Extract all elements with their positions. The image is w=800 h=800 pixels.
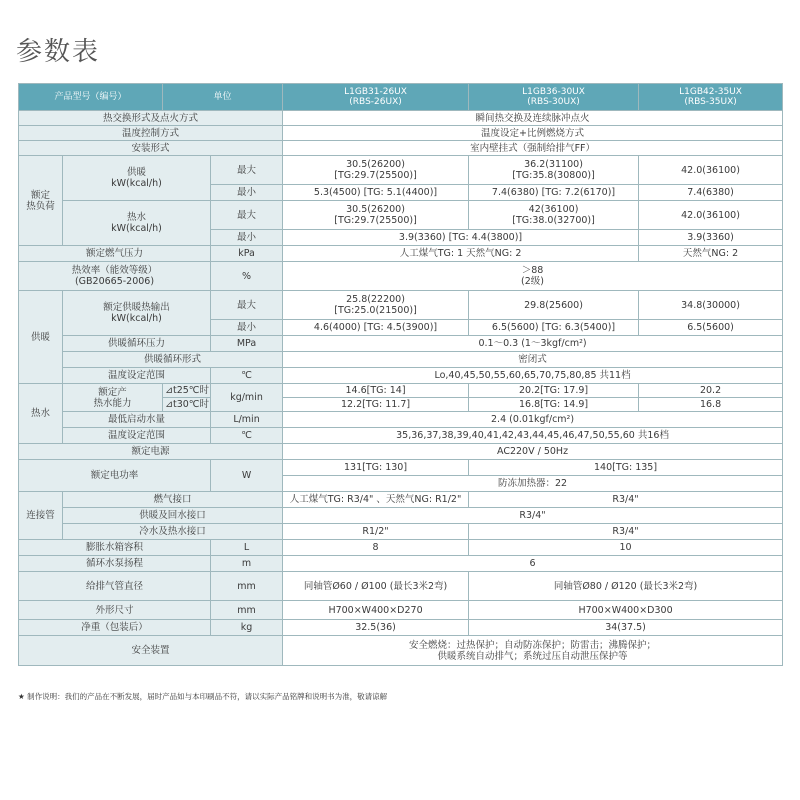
- dimensions-unit: mm: [211, 601, 283, 620]
- hot-water-capacity-label: 额定产 热水能力: [63, 384, 163, 412]
- hw-30-1: 12.2[TG: 11.7]: [283, 398, 469, 412]
- efficiency-value: ＞88 (2级): [283, 262, 783, 291]
- heat-exchange-value: 瞬间热交换及连续脉冲点火: [283, 111, 783, 126]
- table-row: [19, 524, 783, 540]
- table-row: [19, 262, 783, 291]
- table-row: [19, 636, 783, 666]
- hot-water-temp-value: 35,36,37,38,39,40,41,42,43,44,45,46,47,50,55,60 共16档: [283, 428, 783, 444]
- install-value: 室内壁挂式（强制给排气FF）: [283, 141, 783, 156]
- table-row: [19, 412, 783, 428]
- table-row: [19, 126, 783, 141]
- heating-out-min-3: 6.5(5600): [639, 320, 783, 336]
- gas-inlet-23: R3/4": [469, 492, 783, 508]
- min-label: 最小: [211, 185, 283, 201]
- efficiency-label: 热效率（能效等级） (GB20665-2006): [19, 262, 211, 291]
- power-supply-label: 额定电源: [19, 444, 283, 460]
- hw-25-1: 14.6[TG: 14]: [283, 384, 469, 398]
- heating-output-label: 额定供暖热输出 kW(kcal/h): [63, 291, 211, 336]
- dimensions-1: H700×W400×D270: [283, 601, 469, 620]
- table-row: [19, 620, 783, 636]
- power-consumption-label: 额定电功率: [19, 460, 211, 492]
- table-row: [19, 336, 783, 352]
- expansion-tank-1: 8: [283, 540, 469, 556]
- load-water-max-2: 42(36100) [TG:38.0(32700)]: [469, 201, 639, 230]
- heating-pressure-unit: MPa: [211, 336, 283, 352]
- table-row: [19, 556, 783, 572]
- footnote: ★ 制作说明：我们的产品在不断发展，届时产品如与本印刷品不符，请以实际产品铭牌和说明书为准，敬请谅解: [18, 692, 388, 701]
- gas-pressure-unit: kPa: [211, 246, 283, 262]
- hw-25-3: 20.2: [639, 384, 783, 398]
- net-weight-23: 34(37.5): [469, 620, 783, 636]
- model-1-header: L1GB31-26UX (RBS-26UX): [283, 84, 469, 111]
- t25-label: ⊿t25℃时: [163, 384, 211, 398]
- table-row: [19, 492, 783, 508]
- pump-head-value: 6: [283, 556, 783, 572]
- table-row: [19, 141, 783, 156]
- load-heat-max-3: 42.0(36100): [639, 156, 783, 185]
- dimensions-23: H700×W400×D300: [469, 601, 783, 620]
- water-inlet-1: R1/2": [283, 524, 469, 540]
- product-model-header: 产品型号（编号）: [19, 84, 163, 111]
- load-water-min-12: 3.9(3360) [TG: 4.4(3800)]: [283, 230, 639, 246]
- safety-value: 安全燃烧：过热保护；自动防冻保护；防雷击；沸腾保护； 供暖系统自动排气；系统过压自动泄压保护等: [283, 636, 783, 666]
- min-flow-label: 最低启动水量: [63, 412, 211, 428]
- power-supply-value: AC220V / 50Hz: [283, 444, 783, 460]
- load-heat-min-1: 5.3(4500) [TG: 5.1(4400)]: [283, 185, 469, 201]
- model-3-header: L1GB42-35UX (RBS-35UX): [639, 84, 783, 111]
- table-row: [19, 540, 783, 556]
- net-weight-label: 净重（包装后）: [19, 620, 211, 636]
- gas-pressure-value-3: 天然气NG: 2: [639, 246, 783, 262]
- max-label: 最大: [211, 201, 283, 230]
- table-row: [19, 111, 783, 126]
- table-row: [19, 246, 783, 262]
- table-row: [19, 368, 783, 384]
- antifreeze-heater-value: 防冻加热器：22: [283, 476, 783, 492]
- min-label: 最小: [211, 320, 283, 336]
- table-row: [19, 460, 783, 476]
- model-2-header: L1GB36-30UX (RBS-30UX): [469, 84, 639, 111]
- heating-out-min-1: 4.6(4000) [TG: 4.5(3900)]: [283, 320, 469, 336]
- flue-diameter-1: 同轴管Ø60 / Ø100 (最长3米2弯): [283, 572, 469, 601]
- unit-header: 单位: [163, 84, 283, 111]
- hot-water-temp-label: 温度设定范围: [63, 428, 211, 444]
- load-water-max-3: 42.0(36100): [639, 201, 783, 230]
- heating-pressure-label: 供暖循环压力: [63, 336, 211, 352]
- power-consumption-23: 140[TG: 135]: [469, 460, 783, 476]
- table-row: [19, 508, 783, 524]
- heating-out-min-2: 6.5(5600) [TG: 6.3(5400)]: [469, 320, 639, 336]
- gas-inlet-label: 燃气接口: [63, 492, 283, 508]
- heating-out-max-1: 25.8(22200) [TG:25.0(21500)]: [283, 291, 469, 320]
- table-row: [19, 291, 783, 320]
- water-inlet-23: R3/4": [469, 524, 783, 540]
- table-row: [19, 384, 783, 398]
- safety-label: 安全装置: [19, 636, 283, 666]
- temp-control-value: 温度设定+比例燃烧方式: [283, 126, 783, 141]
- hw-30-3: 16.8: [639, 398, 783, 412]
- pump-head-label: 循环水泵扬程: [19, 556, 211, 572]
- heating-temp-label: 温度设定范围: [63, 368, 211, 384]
- gas-inlet-1: 人工煤气TG: R3/4" 、天然气NG: R1/2": [283, 492, 469, 508]
- load-heat-min-3: 7.4(6380): [639, 185, 783, 201]
- power-consumption-1: 131[TG: 130]: [283, 460, 469, 476]
- connections-group: 连接管: [19, 492, 63, 540]
- load-heat-max-2: 36.2(31100) [TG:35.8(30800)]: [469, 156, 639, 185]
- heat-exchange-label: 热交换形式及点火方式: [19, 111, 283, 126]
- min-flow-unit: L/min: [211, 412, 283, 428]
- temp-control-label: 温度控制方式: [19, 126, 283, 141]
- hot-water-temp-unit: ℃: [211, 428, 283, 444]
- hot-water-group: 热水: [19, 384, 63, 444]
- expansion-tank-23: 10: [469, 540, 783, 556]
- table-row: [19, 572, 783, 601]
- page-title: 参数表: [16, 37, 101, 67]
- flue-diameter-label: 给排气管直径: [19, 572, 211, 601]
- net-weight-unit: kg: [211, 620, 283, 636]
- load-water-min-3: 3.9(3360): [639, 230, 783, 246]
- load-water-label: 热水 kW(kcal/h): [63, 201, 211, 246]
- flue-diameter-unit: mm: [211, 572, 283, 601]
- table-header-row: [19, 84, 783, 111]
- heating-return-value: R3/4": [283, 508, 783, 524]
- power-consumption-unit: W: [211, 460, 283, 492]
- max-label: 最大: [211, 291, 283, 320]
- heating-out-max-3: 34.8(30000): [639, 291, 783, 320]
- install-label: 安装形式: [19, 141, 283, 156]
- rated-load-group: 额定 热负荷: [19, 156, 63, 246]
- dimensions-label: 外形尺寸: [19, 601, 211, 620]
- heating-temp-unit: ℃: [211, 368, 283, 384]
- gas-pressure-label: 额定燃气压力: [19, 246, 211, 262]
- heating-temp-value: Lo,40,45,50,55,60,65,70,75,80,85 共11档: [283, 368, 783, 384]
- table-row: [19, 444, 783, 460]
- heating-out-max-2: 29.8(25600): [469, 291, 639, 320]
- hot-water-unit: kg/min: [211, 384, 283, 412]
- min-label: 最小: [211, 230, 283, 246]
- heating-cycle-value: 密闭式: [283, 352, 783, 368]
- pump-head-unit: m: [211, 556, 283, 572]
- heating-group: 供暖: [19, 291, 63, 384]
- load-heat-min-2: 7.4(6380) [TG: 7.2(6170)]: [469, 185, 639, 201]
- spec-table: [18, 83, 783, 666]
- flue-diameter-23: 同轴管Ø80 / Ø120 (最长3米2弯): [469, 572, 783, 601]
- table-row: [19, 201, 783, 230]
- net-weight-1: 32.5(36): [283, 620, 469, 636]
- efficiency-unit: %: [211, 262, 283, 291]
- expansion-tank-label: 膨胀水箱容积: [19, 540, 211, 556]
- gas-pressure-value-12: 人工煤气TG: 1 天然气NG: 2: [283, 246, 639, 262]
- heating-return-label: 供暖及回水接口: [63, 508, 283, 524]
- hw-25-2: 20.2[TG: 17.9]: [469, 384, 639, 398]
- min-flow-value: 2.4 (0.01kgf/cm²): [283, 412, 783, 428]
- table-row: [19, 428, 783, 444]
- table-row: [19, 601, 783, 620]
- load-heat-max-1: 30.5(26200) [TG:29.7(25500)]: [283, 156, 469, 185]
- max-label: 最大: [211, 156, 283, 185]
- expansion-tank-unit: L: [211, 540, 283, 556]
- heating-cycle-label: 供暖循环形式: [63, 352, 283, 368]
- heating-pressure-value: 0.1～0.3 (1～3kgf/cm²): [283, 336, 783, 352]
- water-inlet-label: 冷水及热水接口: [63, 524, 283, 540]
- load-water-max-1: 30.5(26200) [TG:29.7(25500)]: [283, 201, 469, 230]
- table-row: [19, 352, 783, 368]
- table-row: [19, 156, 783, 185]
- load-heating-label: 供暖 kW(kcal/h): [63, 156, 211, 201]
- hw-30-2: 16.8[TG: 14.9]: [469, 398, 639, 412]
- t30-label: ⊿t30℃时: [163, 398, 211, 412]
